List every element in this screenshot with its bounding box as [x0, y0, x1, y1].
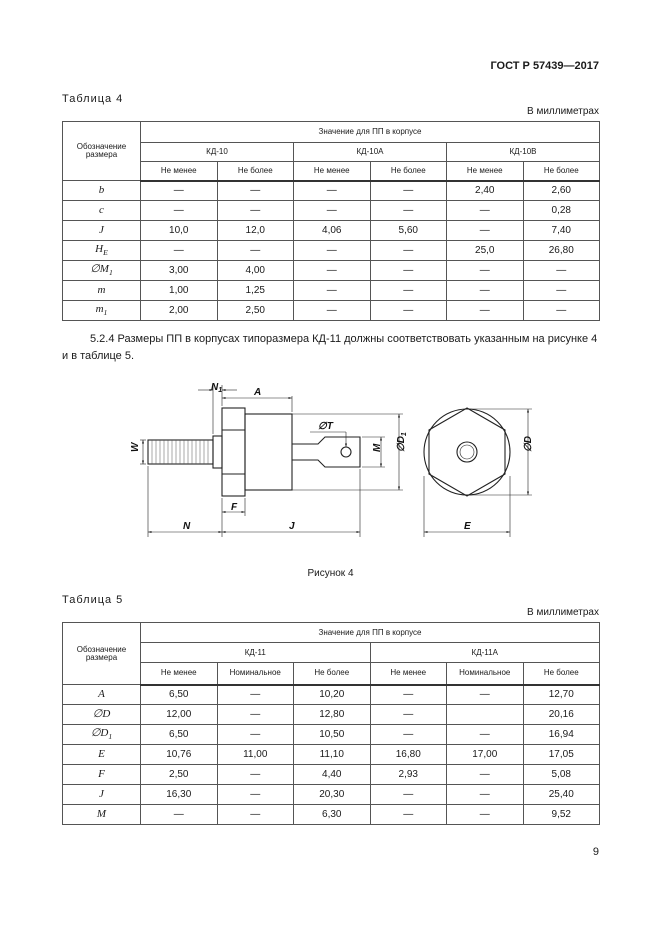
value-cell: 26,80 — [523, 241, 600, 261]
value-cell: — — [370, 685, 447, 705]
value-cell: — — [217, 241, 294, 261]
table-row — [63, 745, 600, 765]
case-header: КД-10А — [294, 143, 447, 162]
label-A: A — [254, 387, 262, 398]
group-header: Значение для ПП в корпусе — [141, 122, 600, 143]
value-cell: — — [370, 241, 447, 261]
value-cell: 2,60 — [523, 181, 600, 201]
threaded-stud — [148, 440, 213, 464]
case-header: КД-11А — [370, 643, 600, 663]
dimension-label: $H_E$ — [63, 241, 141, 261]
label-T: ∅T — [318, 421, 333, 432]
value-cell: — — [447, 785, 524, 805]
value-cell: — — [370, 705, 447, 725]
end-view-outline — [424, 409, 510, 495]
value-cell: — — [370, 181, 447, 201]
value-cell: — — [447, 301, 524, 321]
table-row — [63, 281, 600, 301]
value-cell: 7,40 — [523, 221, 600, 241]
value-cell: — — [217, 785, 294, 805]
value-cell: 2,40 — [447, 181, 524, 201]
value-cell: — — [447, 805, 524, 825]
value-cell: 3,00 — [141, 261, 218, 281]
value-cell: — — [217, 181, 294, 201]
value-cell: — — [141, 241, 218, 261]
group-header: Значение для ПП в корпусе — [141, 623, 600, 643]
dimension-label: $\emptyset M_1$ — [63, 261, 141, 281]
value-cell: — — [217, 765, 294, 785]
value-cell: 10,20 — [294, 685, 371, 705]
value-cell: — — [523, 261, 600, 281]
table-row — [63, 301, 600, 321]
value-cell: — — [447, 765, 524, 785]
value-cell: — — [294, 261, 371, 281]
value-cell: 2,00 — [141, 301, 218, 321]
value-cell: — — [447, 201, 524, 221]
value-cell: — — [370, 785, 447, 805]
value-cell: 10,50 — [294, 725, 371, 745]
value-cell: — — [217, 705, 294, 725]
value-cell: 6,30 — [294, 805, 371, 825]
table-row — [63, 785, 600, 805]
value-cell: — — [141, 201, 218, 221]
value-cell: — — [370, 281, 447, 301]
value-cell: — — [141, 805, 218, 825]
value-cell: — — [294, 201, 371, 221]
case-header: КД-10В — [447, 143, 600, 162]
value-cell: 17,00 — [447, 745, 524, 765]
value-cell: — — [370, 725, 447, 745]
rowhead-cell: Обозначение размера — [63, 122, 141, 181]
value-cell: 10,0 — [141, 221, 218, 241]
lead-terminal — [292, 437, 360, 467]
value-cell: — — [294, 241, 371, 261]
value-cell: 20,30 — [294, 785, 371, 805]
table-row — [63, 241, 600, 261]
rowhead-cell: Обозначение размера — [63, 623, 141, 685]
case-body — [245, 414, 292, 490]
value-cell: 1,25 — [217, 281, 294, 301]
value-cell: 16,94 — [523, 725, 600, 745]
table-row — [63, 705, 600, 725]
section-paragraph: 5.2.4 Размеры ПП в корпусах типоразмера КД-11 должны соответствовать указанным на рисунке 4 и в таблице 5. — [62, 333, 598, 362]
dimension-label: E — [63, 745, 141, 765]
table5-caption: Таблица 5 — [62, 594, 124, 606]
table-row — [63, 765, 600, 785]
value-cell: — — [370, 301, 447, 321]
value-cell: — — [217, 201, 294, 221]
table5 — [62, 622, 600, 825]
dimension-label: m — [63, 281, 141, 301]
limit-header: Не более — [217, 162, 294, 181]
value-cell: — — [447, 685, 524, 705]
table5-body — [63, 685, 600, 825]
value-cell: — — [447, 281, 524, 301]
table-row — [63, 221, 600, 241]
table-row — [63, 725, 600, 745]
limit-header: Номинальное — [447, 663, 524, 685]
dimension-label: J — [63, 785, 141, 805]
case-header: КД-11 — [141, 643, 371, 663]
value-cell — [447, 705, 524, 725]
table4 — [62, 121, 600, 321]
limit-header: Не менее — [141, 162, 218, 181]
value-cell: — — [447, 725, 524, 745]
table5-units: В миллиметрах — [527, 607, 599, 618]
table4-units: В миллиметрах — [527, 106, 599, 117]
end-view-thread — [460, 445, 474, 459]
table4-body — [63, 181, 600, 321]
value-cell: 6,50 — [141, 725, 218, 745]
value-cell: 20,16 — [523, 705, 600, 725]
hex-nut — [222, 408, 245, 496]
value-cell: 4,40 — [294, 765, 371, 785]
value-cell: 12,0 — [217, 221, 294, 241]
value-cell: 10,76 — [141, 745, 218, 765]
limit-header: Не менее — [447, 162, 524, 181]
table-row — [63, 201, 600, 221]
value-cell: 4,06 — [294, 221, 371, 241]
figure-caption: Рисунок 4 — [307, 568, 354, 579]
value-cell: — — [447, 221, 524, 241]
value-cell: 11,00 — [217, 745, 294, 765]
table-row — [63, 181, 600, 201]
value-cell: — — [217, 685, 294, 705]
dimension-label: c — [63, 201, 141, 221]
label-D: ∅D — [523, 436, 534, 452]
limit-header: Не менее — [370, 663, 447, 685]
value-cell: 0,28 — [523, 201, 600, 221]
dimension-label: $m_1$ — [63, 301, 141, 321]
limit-header: Не более — [523, 663, 600, 685]
label-W: W — [130, 442, 141, 452]
value-cell: 6,50 — [141, 685, 218, 705]
label-E: E — [464, 521, 471, 532]
value-cell: 25,40 — [523, 785, 600, 805]
limit-header: Не более — [370, 162, 447, 181]
dimension-label: A — [63, 685, 141, 705]
limit-header: Номинальное — [217, 663, 294, 685]
value-cell: — — [370, 805, 447, 825]
limit-header: Не более — [523, 162, 600, 181]
table4-caption: Таблица 4 — [62, 93, 124, 105]
terminal-hole — [341, 447, 351, 457]
value-cell: 16,80 — [370, 745, 447, 765]
value-cell: 9,52 — [523, 805, 600, 825]
value-cell: — — [370, 201, 447, 221]
dimension-label: ∅D — [63, 705, 141, 725]
limit-header: Не более — [294, 663, 371, 685]
label-M: M — [372, 443, 383, 452]
case-header: КД-10 — [141, 143, 294, 162]
value-cell: — — [370, 261, 447, 281]
value-cell: 16,30 — [141, 785, 218, 805]
value-cell: 4,00 — [217, 261, 294, 281]
limit-header: Не менее — [294, 162, 371, 181]
value-cell: 17,05 — [523, 745, 600, 765]
page-number: 9 — [592, 846, 599, 858]
figure-4-drawing — [0, 360, 661, 560]
value-cell: 11,10 — [294, 745, 371, 765]
table-row — [63, 261, 600, 281]
value-cell: — — [294, 281, 371, 301]
value-cell: 12,80 — [294, 705, 371, 725]
value-cell: — — [294, 301, 371, 321]
value-cell: 2,93 — [370, 765, 447, 785]
value-cell: 1,00 — [141, 281, 218, 301]
limit-header: Не менее — [141, 663, 218, 685]
dimension-label: $\emptyset D_1$ — [63, 725, 141, 745]
value-cell: — — [447, 261, 524, 281]
value-cell: — — [523, 281, 600, 301]
value-cell: 5,08 — [523, 765, 600, 785]
dimension-label: F — [63, 765, 141, 785]
stud-collar — [213, 436, 222, 468]
label-J: J — [289, 521, 295, 532]
dimension-label: J — [63, 221, 141, 241]
value-cell: 12,00 — [141, 705, 218, 725]
value-cell: 2,50 — [141, 765, 218, 785]
dimension-label: M — [63, 805, 141, 825]
standard-designation: ГОСТ Р 57439—2017 — [490, 60, 599, 72]
value-cell: — — [141, 181, 218, 201]
dimension-label: b — [63, 181, 141, 201]
label-N1: $N_1$ — [211, 382, 223, 394]
value-cell: — — [217, 725, 294, 745]
label-D1: $\emptyset D_1$ — [396, 432, 408, 452]
end-view-hex — [429, 408, 505, 496]
value-cell: 2,50 — [217, 301, 294, 321]
label-N: N — [183, 521, 191, 532]
value-cell: — — [523, 301, 600, 321]
label-F: F — [231, 502, 238, 513]
value-cell: 5,60 — [370, 221, 447, 241]
value-cell: 25,0 — [447, 241, 524, 261]
value-cell: — — [294, 181, 371, 201]
value-cell: 12,70 — [523, 685, 600, 705]
table-row — [63, 685, 600, 705]
value-cell: — — [217, 805, 294, 825]
table-row — [63, 805, 600, 825]
